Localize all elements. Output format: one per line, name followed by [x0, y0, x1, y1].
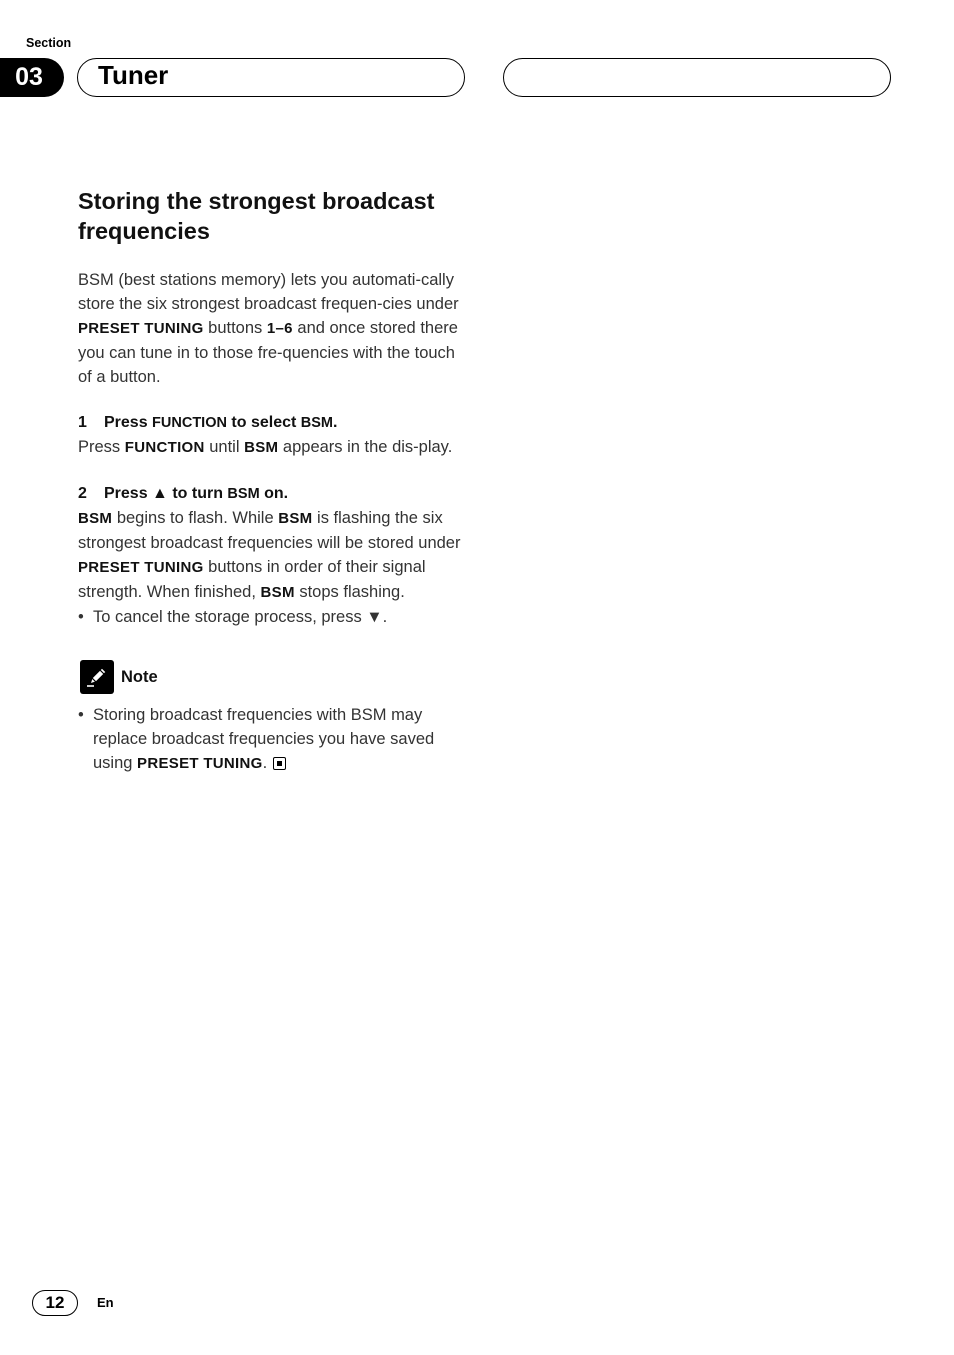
note-header	[78, 659, 468, 695]
section-label: Section	[26, 36, 72, 50]
end-of-section-icon	[273, 757, 286, 770]
main-content	[78, 186, 468, 776]
preset-tuning-key: PRESET TUNING	[137, 755, 263, 772]
preset-tuning-key: PRESET TUNING	[78, 559, 204, 576]
intro-text: buttons	[203, 319, 267, 337]
step-body-text: buttons in order of their signal strength. When finished,	[78, 558, 426, 601]
step-body-text: is flashing the six strongest broadcast frequencies will be stored under	[78, 509, 461, 552]
step-body-text: stops flashing.	[294, 583, 405, 601]
step-1-heading	[78, 411, 468, 435]
pencil-icon	[80, 660, 114, 694]
step-text: on.	[259, 485, 289, 502]
chapter-title-box	[77, 58, 465, 97]
step-number: 1	[78, 414, 87, 431]
bsm-key: BSM	[278, 510, 313, 527]
step-text: Press ▲ to turn	[104, 485, 228, 502]
note-text: .	[262, 754, 268, 772]
section-heading: Storing the strongest broadcast frequencies	[78, 188, 435, 244]
bsm-key: BSM	[227, 486, 260, 502]
chapter-title: Tuner	[98, 60, 169, 90]
step-body-text: until	[204, 438, 245, 456]
cancel-bullet: • To cancel the storage process, press ▼.	[78, 605, 468, 629]
note-bullet	[78, 703, 468, 776]
intro-paragraph	[78, 268, 468, 389]
bsm-key: BSM	[244, 439, 279, 456]
bsm-key: BSM	[260, 584, 295, 601]
step-2-body	[78, 506, 468, 605]
bsm-key: BSM	[300, 415, 334, 431]
bsm-key: BSM	[78, 510, 113, 527]
page-number: 12	[32, 1290, 78, 1316]
intro-text: BSM (best stations memory) lets you automati-cally store the six strongest broadcast frequen-cies under	[78, 271, 459, 313]
preset-tuning-key: PRESET TUNING	[78, 320, 204, 337]
step-text: to select	[226, 414, 301, 431]
step-number: 2	[78, 485, 87, 502]
step-body-text: Press	[78, 438, 125, 456]
function-key: FUNCTION	[152, 415, 227, 431]
note-text: Storing broadcast frequencies with BSM may replace broadcast frequencies you have saved using	[93, 706, 435, 772]
step-body-text: appears in the dis-play.	[278, 438, 453, 456]
step-body-text: begins to flash. While	[112, 509, 279, 527]
section-number-tab: 03	[0, 58, 64, 97]
step-2-heading	[78, 482, 468, 506]
intro-text: and once stored there you can tune in to those fre-quencies with the touch of a button.	[78, 319, 458, 386]
step-text: .	[333, 414, 338, 431]
button-range-key: 1–6	[266, 320, 293, 337]
note-label: Note	[121, 667, 158, 686]
language-code: En	[97, 1295, 114, 1310]
step-1-body	[78, 435, 468, 460]
empty-header-box	[503, 58, 891, 97]
step-text: Press	[104, 414, 153, 431]
function-key: FUNCTION	[124, 439, 205, 456]
